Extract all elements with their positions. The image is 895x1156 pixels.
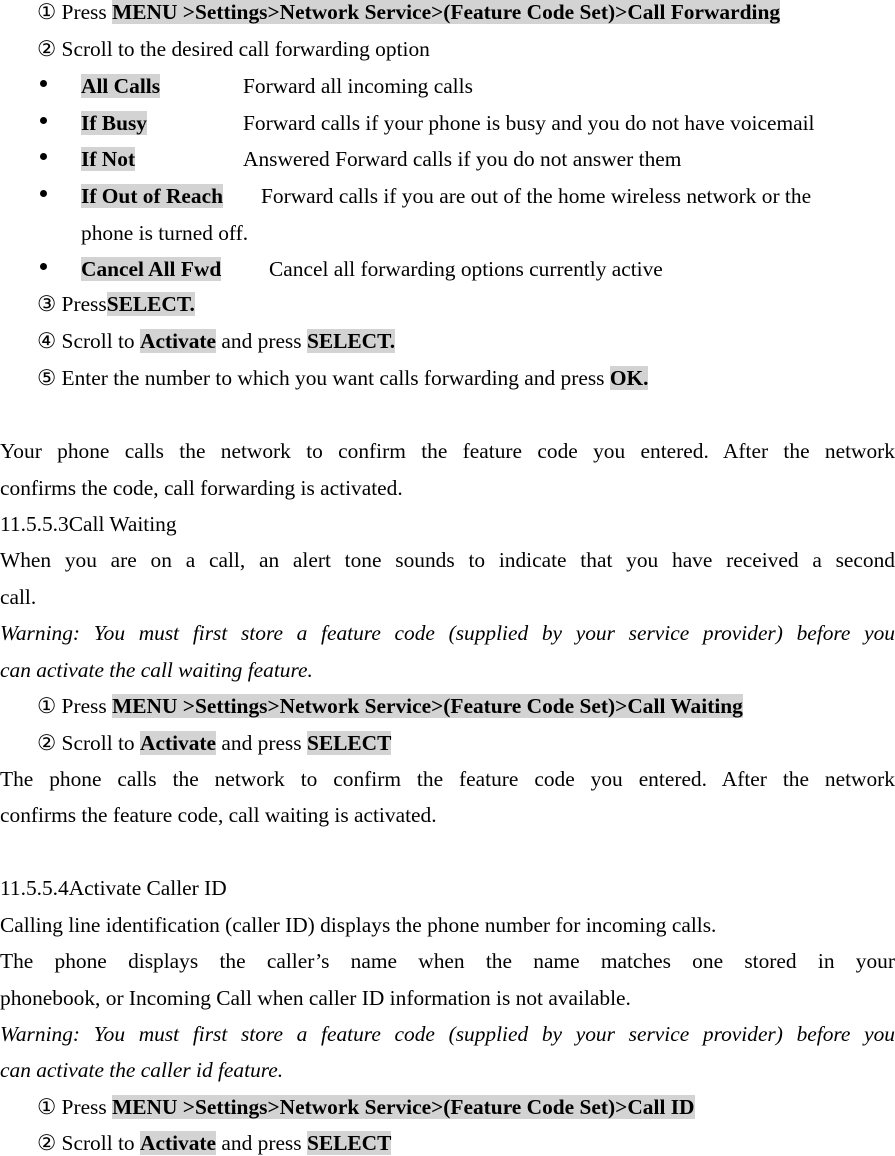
option-term: If Not — [81, 147, 136, 171]
step-text-mid: and press — [221, 1131, 302, 1155]
section-heading-call-waiting — [0, 512, 177, 536]
key-label: SELECT — [306, 1131, 392, 1155]
step-number: ② — [37, 1131, 57, 1155]
forwarding-step-3 — [37, 292, 195, 316]
step-text: Scroll to — [61, 329, 135, 353]
forwarding-step-5 — [37, 366, 648, 390]
section-number: 11.5.5.3 — [0, 512, 69, 536]
call-waiting-desc-line-2: call. — [0, 585, 37, 609]
call-waiting-warning-line-2: can activate the call waiting feature. — [0, 658, 313, 682]
step-text: Press — [61, 1095, 107, 1119]
caller-id-desc2-line-1: The phone displays the caller’s name when the name matches one stored in your — [0, 949, 895, 973]
forwarding-step-2 — [37, 37, 430, 61]
key-label: SELECT. — [106, 292, 195, 316]
step-number: ① — [37, 0, 57, 24]
call-waiting-step-2 — [37, 731, 391, 755]
option-desc: Cancel all forwarding options currently active — [269, 257, 663, 281]
option-desc-continued: phone is turned off. — [81, 221, 249, 245]
bullet-icon — [40, 263, 47, 270]
step-text: Scroll to — [61, 731, 135, 755]
section-heading-caller-id — [0, 876, 227, 900]
option-desc: Answered Forward calls if you do not answer them — [243, 147, 682, 171]
call-waiting-step-1 — [37, 694, 743, 718]
key-label: OK. — [609, 366, 649, 390]
step-text: Enter the number to which you want calls forwarding and press — [61, 366, 605, 390]
call-waiting-confirm-line-2: confirms the feature code, call waiting is activated. — [0, 803, 437, 827]
step-number: ④ — [37, 329, 57, 353]
forwarding-step-4 — [37, 329, 395, 353]
option-term: If Out of Reach — [81, 184, 223, 208]
step-text: Press — [61, 0, 107, 24]
key-label: SELECT. — [306, 329, 396, 353]
step-text: Press — [61, 292, 107, 316]
step-number: ⑤ — [37, 366, 57, 390]
activate-label: Activate — [140, 1131, 217, 1155]
caller-id-desc: Calling line identification (caller ID) displays the phone number for incoming calls. — [0, 913, 717, 937]
step-text: Scroll to the desired call forwarding option — [61, 37, 430, 61]
menu-path: MENU >Settings>Network Service>(Feature Code Set)>Call Forwarding — [112, 0, 781, 24]
call-waiting-desc-line-1: When you are on a call, an alert tone sounds to indicate that you have received a second — [0, 548, 895, 572]
option-desc: Forward calls if your phone is busy and you do not have voicemail — [243, 111, 815, 135]
step-text: Scroll to — [61, 1131, 135, 1155]
activate-label: Activate — [140, 329, 217, 353]
step-text-mid: and press — [221, 731, 302, 755]
call-waiting-warning-line-1: Warning: You must first store a feature code (supplied by your service provider) before you — [0, 621, 895, 645]
bullet-icon — [40, 190, 47, 197]
step-text-mid: and press — [221, 329, 302, 353]
option-term: Cancel All Fwd — [81, 257, 222, 281]
forwarding-confirm-line-1: Your phone calls the network to confirm the feature code you entered. After the network — [0, 439, 895, 463]
caller-id-warning-line-1: Warning: You must first store a feature code (supplied by your service provider) before you — [0, 1022, 895, 1046]
section-title: Call Waiting — [68, 512, 177, 536]
caller-id-warning-line-2: can activate the caller id feature. — [0, 1058, 284, 1082]
bullet-icon — [40, 80, 47, 87]
step-number: ③ — [37, 292, 57, 316]
forwarding-confirm-line-2: confirms the code, call forwarding is activated. — [0, 476, 403, 500]
step-number: ① — [37, 1095, 57, 1119]
bullet-icon — [40, 153, 47, 160]
forwarding-step-1 — [37, 0, 780, 24]
option-desc: Forward calls if you are out of the home wireless network or the — [261, 184, 812, 208]
menu-path: MENU >Settings>Network Service>(Feature Code Set)>Call Waiting — [112, 694, 743, 718]
option-desc: Forward all incoming calls — [243, 74, 473, 98]
step-number: ② — [37, 731, 57, 755]
section-title: Activate Caller ID — [68, 876, 227, 900]
step-text: Press — [61, 694, 107, 718]
step-number: ① — [37, 694, 57, 718]
menu-path: MENU >Settings>Network Service>(Feature Code Set)>Call ID — [112, 1095, 695, 1119]
bullet-icon — [40, 117, 47, 124]
caller-id-step-1 — [37, 1095, 695, 1119]
call-waiting-confirm-line-1: The phone calls the network to confirm the feature code you entered. After the network — [0, 767, 895, 791]
caller-id-desc2-line-2: phonebook, or Incoming Call when caller ID information is not available. — [0, 986, 631, 1010]
caller-id-step-2 — [37, 1131, 391, 1155]
option-term: If Busy — [81, 111, 147, 135]
step-number: ② — [37, 37, 57, 61]
option-term: All Calls — [81, 74, 161, 98]
key-label: SELECT — [306, 731, 392, 755]
section-number: 11.5.5.4 — [0, 876, 69, 900]
activate-label: Activate — [140, 731, 217, 755]
